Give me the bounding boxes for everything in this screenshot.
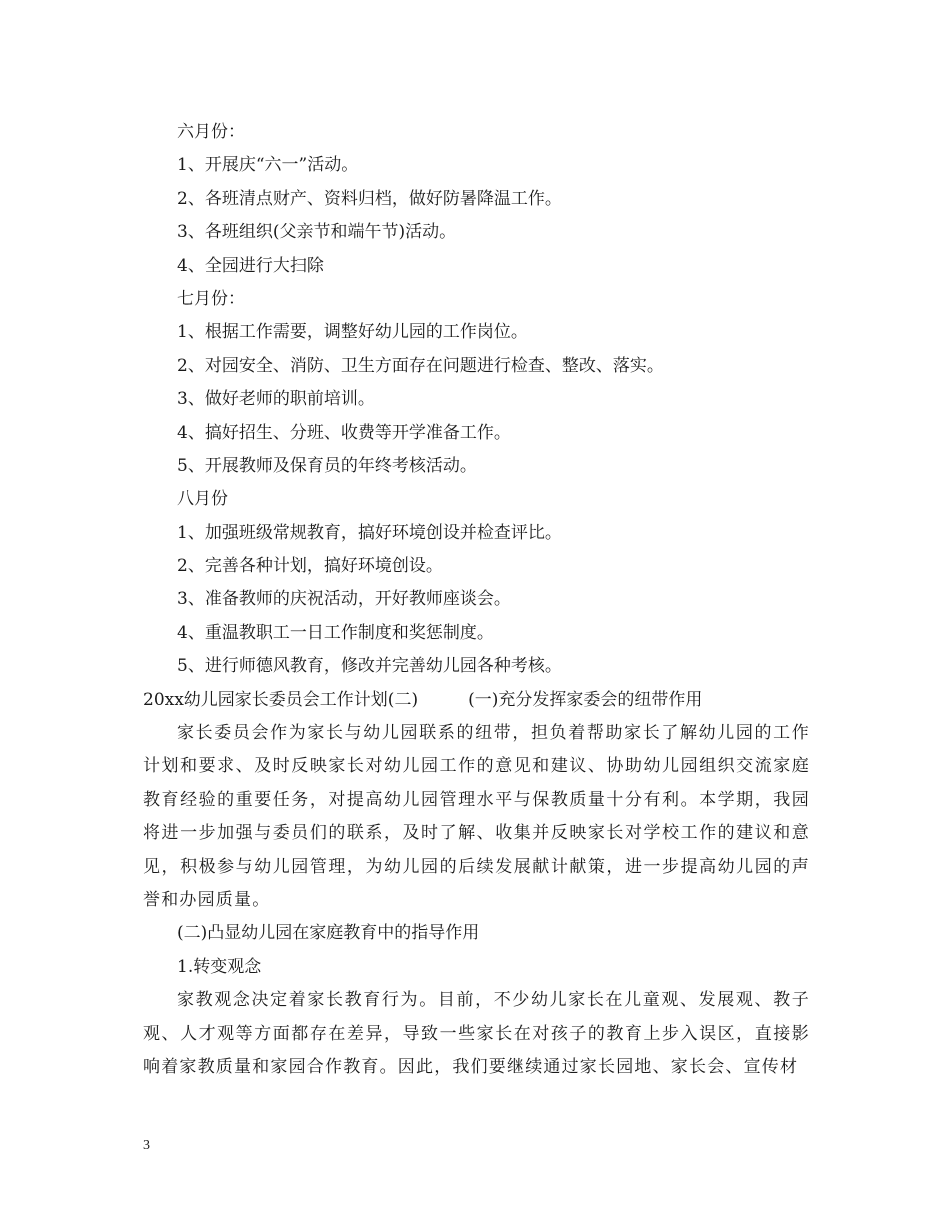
list-item: 3、各班组织(父亲节和端午节)活动。 (177, 222, 457, 243)
list-item: 2、对园安全、消防、卫生方面存在问题进行检查、整改、落实。 (177, 355, 664, 376)
month-heading-august: 八月份 (177, 489, 228, 510)
list-item: 5、开展教师及保育员的年终考核活动。 (177, 455, 477, 476)
list-item: 3、做好老师的职前培训。 (177, 389, 375, 410)
month-heading-july: 七月份： (177, 288, 245, 309)
subsection-paragraph: 家教观念决定着家长教育行为。目前，不少幼儿家长在儿童观、发展观、教子观、人才观等方面都存在差异，导致一些家长在对孩子的教育上步入误区，直接影响着家教质量和家园合作教育。因此，我们要继续通过家长园地、家长会、宣传材 (143, 990, 810, 1078)
list-item: 4、重温教职工一日工作制度和奖惩制度。 (177, 622, 494, 643)
section-one-paragraph: 家长委员会作为家长与幼儿园联系的纽带，担负着帮助家长了解幼儿园的工作计划和要求、及时反映家长对幼儿园工作的意见和建议、协助幼儿园组织交流家庭教育经验的重要任务，对提高幼儿园管理水平与保教质量十分有利。本学期，我园将进一步加强与委员们的联系，及时了解、收集并反映家长对学校工作的建议和意见，积极参与幼儿园管理，为幼儿园的后续发展献计献策，进一步提高幼儿园的声誉和办园质量。 (143, 723, 810, 911)
list-item: 5、进行师德风教育，修改并完善幼儿园各种考核。 (177, 656, 562, 677)
list-item: 4、全园进行大扫除 (177, 255, 324, 276)
page-content (143, 116, 810, 1084)
plan-title: 20xx幼儿园家长委员会工作计划(二) (143, 689, 419, 710)
list-item: 1、开展庆“六一”活动。 (177, 155, 359, 176)
list-item: 2、完善各种计划，搞好环境创设。 (177, 556, 443, 577)
list-item: 1、根据工作需要，调整好幼儿园的工作岗位。 (177, 322, 528, 343)
section-two-heading: (二)凸显幼儿园在家庭教育中的指导作用 (177, 923, 480, 944)
plan-title-row (143, 684, 810, 717)
list-item: 4、搞好招生、分班、收费等开学准备工作。 (177, 422, 511, 443)
list-item: 3、准备教师的庆祝活动，开好教师座谈会。 (177, 589, 511, 610)
subsection-heading: 1.转变观念 (177, 956, 262, 977)
list-item: 1、加强班级常规教育，搞好环境创设并检查评比。 (177, 522, 562, 543)
list-item: 2、各班清点财产、资料归档，做好防暑降温工作。 (177, 188, 562, 209)
month-heading-june: 六月份： (177, 122, 245, 142)
section-one-heading: (一)充分发挥家委会的纽带作用 (468, 689, 703, 710)
page-number: 3 (143, 1138, 150, 1153)
